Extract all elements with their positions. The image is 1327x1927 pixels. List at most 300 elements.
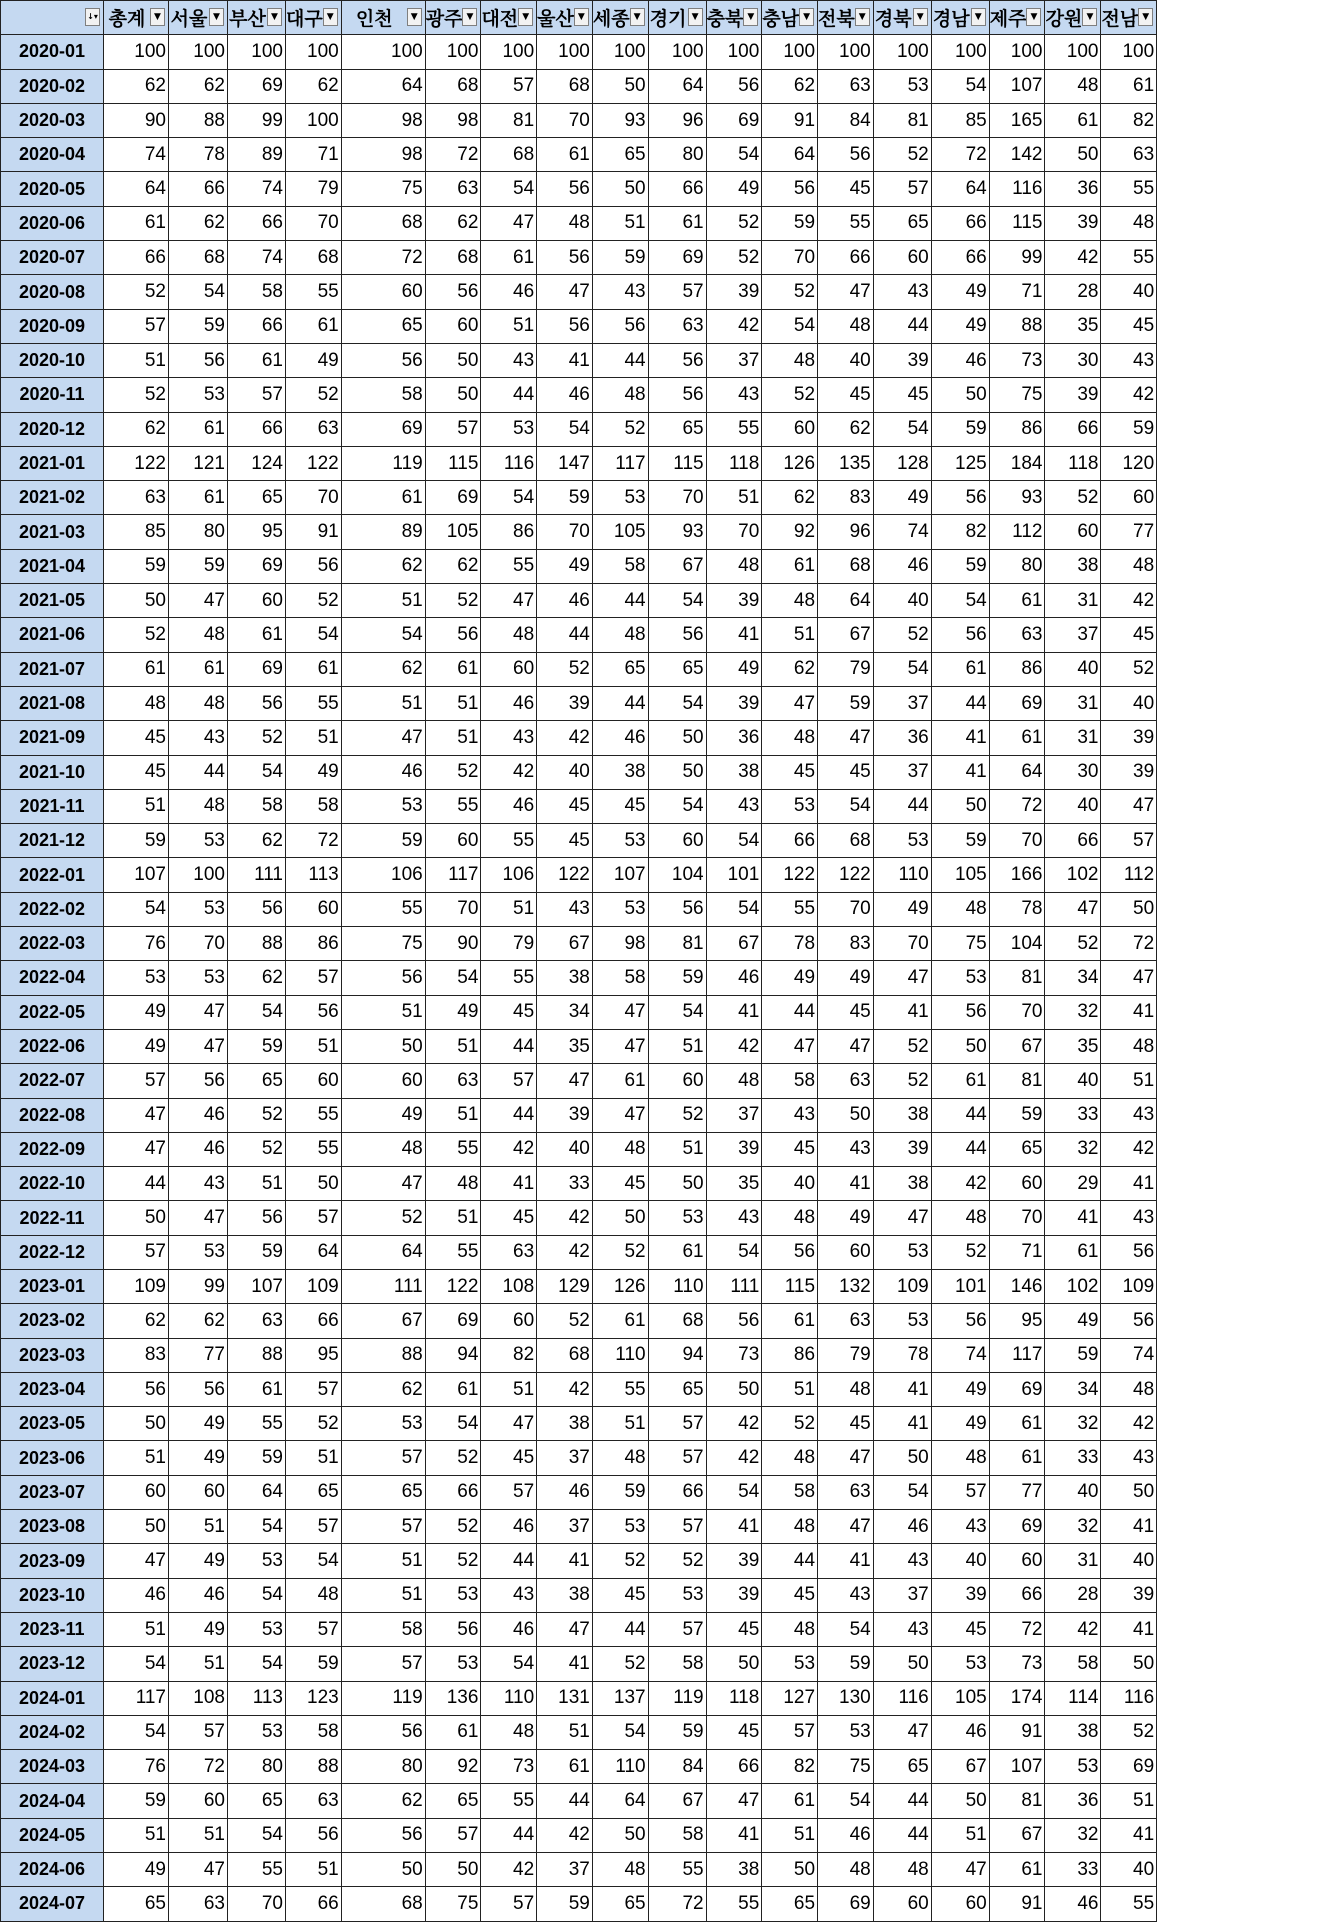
data-cell[interactable]: 53 bbox=[481, 412, 537, 446]
data-cell[interactable]: 53 bbox=[341, 789, 425, 823]
data-cell[interactable]: 47 bbox=[592, 995, 648, 1029]
data-cell[interactable]: 53 bbox=[169, 892, 228, 926]
data-cell[interactable]: 51 bbox=[592, 1407, 648, 1441]
data-cell[interactable]: 55 bbox=[228, 1853, 286, 1887]
data-cell[interactable]: 65 bbox=[648, 412, 706, 446]
filter-dropdown-icon[interactable]: ▼ bbox=[630, 8, 645, 26]
data-cell[interactable]: 39 bbox=[873, 343, 931, 377]
data-cell[interactable]: 137 bbox=[592, 1681, 648, 1715]
data-cell[interactable]: 31 bbox=[1045, 686, 1101, 720]
data-cell[interactable]: 48 bbox=[1101, 206, 1157, 240]
data-cell[interactable]: 54 bbox=[762, 309, 818, 343]
data-cell[interactable]: 51 bbox=[104, 1818, 169, 1852]
data-cell[interactable]: 74 bbox=[228, 172, 286, 206]
data-cell[interactable]: 119 bbox=[341, 1681, 425, 1715]
data-cell[interactable]: 28 bbox=[1045, 275, 1101, 309]
data-cell[interactable]: 113 bbox=[228, 1681, 286, 1715]
data-cell[interactable]: 40 bbox=[818, 343, 874, 377]
column-header[interactable] bbox=[286, 1, 342, 35]
data-cell[interactable]: 47 bbox=[818, 275, 874, 309]
data-cell[interactable]: 117 bbox=[425, 858, 481, 892]
data-cell[interactable]: 46 bbox=[481, 1510, 537, 1544]
data-cell[interactable]: 54 bbox=[228, 1818, 286, 1852]
data-cell[interactable]: 46 bbox=[873, 1510, 931, 1544]
data-cell[interactable]: 79 bbox=[818, 652, 874, 686]
data-cell[interactable]: 112 bbox=[1101, 858, 1157, 892]
data-cell[interactable]: 61 bbox=[169, 481, 228, 515]
data-cell[interactable]: 67 bbox=[648, 1784, 706, 1818]
data-cell[interactable]: 46 bbox=[931, 1715, 989, 1749]
data-cell[interactable]: 66 bbox=[989, 1578, 1045, 1612]
data-cell[interactable]: 54 bbox=[481, 172, 537, 206]
data-cell[interactable]: 100 bbox=[931, 35, 989, 69]
data-cell[interactable]: 105 bbox=[931, 1681, 989, 1715]
data-cell[interactable]: 69 bbox=[425, 481, 481, 515]
data-cell[interactable]: 80 bbox=[169, 515, 228, 549]
data-cell[interactable]: 50 bbox=[706, 1647, 762, 1681]
data-cell[interactable]: 63 bbox=[818, 1475, 874, 1509]
data-cell[interactable]: 63 bbox=[818, 1064, 874, 1098]
data-cell[interactable]: 59 bbox=[104, 824, 169, 858]
data-cell[interactable]: 79 bbox=[481, 927, 537, 961]
data-cell[interactable]: 80 bbox=[648, 138, 706, 172]
data-cell[interactable]: 61 bbox=[228, 618, 286, 652]
data-cell[interactable]: 68 bbox=[286, 241, 342, 275]
data-cell[interactable]: 128 bbox=[873, 446, 931, 480]
data-cell[interactable]: 56 bbox=[425, 275, 481, 309]
data-cell[interactable]: 66 bbox=[931, 241, 989, 275]
data-cell[interactable]: 75 bbox=[341, 172, 425, 206]
data-cell[interactable]: 52 bbox=[537, 1304, 593, 1338]
data-cell[interactable]: 29 bbox=[1045, 1167, 1101, 1201]
data-cell[interactable]: 45 bbox=[931, 1612, 989, 1646]
data-cell[interactable]: 47 bbox=[169, 1853, 228, 1887]
data-cell[interactable]: 70 bbox=[537, 515, 593, 549]
data-cell[interactable]: 47 bbox=[1101, 789, 1157, 823]
data-cell[interactable]: 51 bbox=[104, 343, 169, 377]
data-cell[interactable]: 60 bbox=[286, 1064, 342, 1098]
data-cell[interactable]: 78 bbox=[873, 1338, 931, 1372]
data-cell[interactable]: 75 bbox=[341, 927, 425, 961]
data-cell[interactable]: 65 bbox=[989, 1132, 1045, 1166]
data-cell[interactable]: 44 bbox=[931, 1132, 989, 1166]
data-cell[interactable]: 55 bbox=[648, 1853, 706, 1887]
data-cell[interactable]: 57 bbox=[228, 378, 286, 412]
data-cell[interactable]: 98 bbox=[341, 138, 425, 172]
data-cell[interactable]: 49 bbox=[931, 309, 989, 343]
data-cell[interactable]: 93 bbox=[989, 481, 1045, 515]
data-cell[interactable]: 34 bbox=[1045, 1372, 1101, 1406]
data-cell[interactable]: 100 bbox=[425, 35, 481, 69]
data-cell[interactable]: 60 bbox=[341, 1064, 425, 1098]
data-cell[interactable]: 57 bbox=[481, 69, 537, 103]
data-cell[interactable]: 53 bbox=[169, 824, 228, 858]
data-cell[interactable]: 57 bbox=[286, 1510, 342, 1544]
data-cell[interactable]: 69 bbox=[818, 1887, 874, 1921]
data-cell[interactable]: 67 bbox=[931, 1750, 989, 1784]
data-cell[interactable]: 107 bbox=[989, 1750, 1045, 1784]
data-cell[interactable]: 49 bbox=[762, 961, 818, 995]
data-cell[interactable]: 100 bbox=[286, 35, 342, 69]
data-cell[interactable]: 102 bbox=[1045, 858, 1101, 892]
data-cell[interactable]: 45 bbox=[818, 755, 874, 789]
data-cell[interactable]: 44 bbox=[592, 686, 648, 720]
data-cell[interactable]: 63 bbox=[481, 1235, 537, 1269]
data-cell[interactable]: 69 bbox=[341, 412, 425, 446]
data-cell[interactable]: 83 bbox=[818, 927, 874, 961]
data-cell[interactable]: 88 bbox=[169, 103, 228, 137]
data-cell[interactable]: 68 bbox=[537, 69, 593, 103]
data-cell[interactable]: 120 bbox=[1101, 446, 1157, 480]
data-cell[interactable]: 107 bbox=[592, 858, 648, 892]
data-cell[interactable]: 67 bbox=[648, 549, 706, 583]
data-cell[interactable]: 100 bbox=[286, 103, 342, 137]
data-cell[interactable]: 54 bbox=[286, 1544, 342, 1578]
data-cell[interactable]: 74 bbox=[873, 515, 931, 549]
data-cell[interactable]: 53 bbox=[228, 1544, 286, 1578]
data-cell[interactable]: 81 bbox=[873, 103, 931, 137]
data-cell[interactable]: 70 bbox=[169, 927, 228, 961]
data-cell[interactable]: 42 bbox=[537, 1372, 593, 1406]
data-cell[interactable]: 42 bbox=[537, 1818, 593, 1852]
data-cell[interactable]: 52 bbox=[425, 755, 481, 789]
data-cell[interactable]: 41 bbox=[1101, 1510, 1157, 1544]
data-cell[interactable]: 51 bbox=[481, 309, 537, 343]
data-cell[interactable]: 60 bbox=[1101, 481, 1157, 515]
data-cell[interactable]: 63 bbox=[228, 1304, 286, 1338]
data-cell[interactable]: 52 bbox=[762, 275, 818, 309]
data-cell[interactable]: 56 bbox=[537, 309, 593, 343]
data-cell[interactable]: 66 bbox=[818, 241, 874, 275]
data-cell[interactable]: 70 bbox=[989, 824, 1045, 858]
data-cell[interactable]: 43 bbox=[873, 275, 931, 309]
data-cell[interactable]: 68 bbox=[818, 824, 874, 858]
data-cell[interactable]: 125 bbox=[931, 446, 989, 480]
data-cell[interactable]: 66 bbox=[762, 824, 818, 858]
data-cell[interactable]: 80 bbox=[989, 549, 1045, 583]
data-cell[interactable]: 66 bbox=[648, 1475, 706, 1509]
data-cell[interactable]: 65 bbox=[648, 652, 706, 686]
data-cell[interactable]: 56 bbox=[648, 343, 706, 377]
data-cell[interactable]: 68 bbox=[481, 138, 537, 172]
data-cell[interactable]: 58 bbox=[762, 1475, 818, 1509]
data-cell[interactable]: 47 bbox=[931, 1853, 989, 1887]
data-cell[interactable]: 70 bbox=[873, 927, 931, 961]
data-cell[interactable]: 57 bbox=[341, 1441, 425, 1475]
data-cell[interactable]: 59 bbox=[537, 481, 593, 515]
data-cell[interactable]: 38 bbox=[1045, 549, 1101, 583]
data-cell[interactable]: 59 bbox=[228, 1029, 286, 1063]
data-cell[interactable]: 54 bbox=[286, 618, 342, 652]
data-cell[interactable]: 41 bbox=[818, 1167, 874, 1201]
data-cell[interactable]: 45 bbox=[706, 1612, 762, 1646]
data-cell[interactable]: 53 bbox=[592, 481, 648, 515]
data-cell[interactable]: 50 bbox=[341, 1853, 425, 1887]
data-cell[interactable]: 51 bbox=[341, 686, 425, 720]
data-cell[interactable]: 44 bbox=[873, 789, 931, 823]
data-cell[interactable]: 52 bbox=[537, 652, 593, 686]
data-cell[interactable]: 72 bbox=[169, 1750, 228, 1784]
data-cell[interactable]: 52 bbox=[228, 1098, 286, 1132]
data-cell[interactable]: 61 bbox=[286, 309, 342, 343]
data-cell[interactable]: 50 bbox=[104, 1201, 169, 1235]
data-cell[interactable]: 69 bbox=[228, 652, 286, 686]
data-cell[interactable]: 57 bbox=[648, 275, 706, 309]
data-cell[interactable]: 48 bbox=[592, 1132, 648, 1166]
data-cell[interactable]: 64 bbox=[341, 69, 425, 103]
data-cell[interactable]: 50 bbox=[931, 378, 989, 412]
data-cell[interactable]: 37 bbox=[537, 1441, 593, 1475]
data-cell[interactable]: 77 bbox=[169, 1338, 228, 1372]
data-cell[interactable]: 122 bbox=[104, 446, 169, 480]
data-cell[interactable]: 60 bbox=[481, 1304, 537, 1338]
data-cell[interactable]: 82 bbox=[481, 1338, 537, 1372]
data-cell[interactable]: 61 bbox=[989, 584, 1045, 618]
data-cell[interactable]: 42 bbox=[931, 1167, 989, 1201]
data-cell[interactable]: 48 bbox=[762, 1441, 818, 1475]
data-cell[interactable]: 51 bbox=[481, 1372, 537, 1406]
data-cell[interactable]: 75 bbox=[989, 378, 1045, 412]
data-cell[interactable]: 66 bbox=[169, 172, 228, 206]
data-cell[interactable]: 89 bbox=[228, 138, 286, 172]
data-cell[interactable]: 38 bbox=[537, 1407, 593, 1441]
data-cell[interactable]: 45 bbox=[481, 995, 537, 1029]
filter-dropdown-icon[interactable]: ▼ bbox=[267, 8, 282, 26]
data-cell[interactable]: 47 bbox=[481, 584, 537, 618]
data-cell[interactable]: 86 bbox=[989, 652, 1045, 686]
column-header[interactable] bbox=[425, 1, 481, 35]
filter-dropdown-icon[interactable]: ▼ bbox=[518, 8, 533, 26]
data-cell[interactable]: 122 bbox=[762, 858, 818, 892]
data-cell[interactable]: 51 bbox=[425, 686, 481, 720]
data-cell[interactable]: 53 bbox=[931, 1647, 989, 1681]
data-cell[interactable]: 52 bbox=[931, 1235, 989, 1269]
data-cell[interactable]: 46 bbox=[104, 1578, 169, 1612]
data-cell[interactable]: 52 bbox=[648, 1098, 706, 1132]
data-cell[interactable]: 51 bbox=[425, 1201, 481, 1235]
data-cell[interactable]: 66 bbox=[228, 206, 286, 240]
data-cell[interactable]: 61 bbox=[648, 1235, 706, 1269]
data-cell[interactable]: 34 bbox=[1045, 961, 1101, 995]
data-cell[interactable]: 32 bbox=[1045, 1510, 1101, 1544]
data-cell[interactable]: 69 bbox=[989, 1510, 1045, 1544]
filter-dropdown-icon[interactable]: ▼ bbox=[913, 8, 928, 26]
data-cell[interactable]: 70 bbox=[537, 103, 593, 137]
data-cell[interactable]: 61 bbox=[762, 1784, 818, 1818]
data-cell[interactable]: 51 bbox=[341, 584, 425, 618]
data-cell[interactable]: 80 bbox=[228, 1750, 286, 1784]
data-cell[interactable]: 52 bbox=[341, 1201, 425, 1235]
data-cell[interactable]: 100 bbox=[169, 858, 228, 892]
data-cell[interactable]: 61 bbox=[228, 343, 286, 377]
data-cell[interactable]: 36 bbox=[1045, 1784, 1101, 1818]
data-cell[interactable]: 41 bbox=[706, 995, 762, 1029]
filter-dropdown-icon[interactable]: ▼ bbox=[209, 8, 224, 26]
data-cell[interactable]: 49 bbox=[104, 1029, 169, 1063]
data-cell[interactable]: 49 bbox=[104, 995, 169, 1029]
data-cell[interactable]: 100 bbox=[873, 35, 931, 69]
data-cell[interactable]: 49 bbox=[873, 892, 931, 926]
data-cell[interactable]: 54 bbox=[425, 1407, 481, 1441]
column-header[interactable] bbox=[931, 1, 989, 35]
data-cell[interactable]: 42 bbox=[1045, 241, 1101, 275]
data-cell[interactable]: 47 bbox=[592, 1098, 648, 1132]
data-cell[interactable]: 101 bbox=[706, 858, 762, 892]
data-cell[interactable]: 33 bbox=[1045, 1098, 1101, 1132]
data-cell[interactable]: 56 bbox=[341, 1818, 425, 1852]
data-cell[interactable]: 38 bbox=[706, 1853, 762, 1887]
data-cell[interactable]: 46 bbox=[537, 378, 593, 412]
data-cell[interactable]: 39 bbox=[873, 1132, 931, 1166]
data-cell[interactable]: 68 bbox=[341, 1887, 425, 1921]
data-cell[interactable]: 36 bbox=[1045, 172, 1101, 206]
data-cell[interactable]: 52 bbox=[1101, 652, 1157, 686]
data-cell[interactable]: 56 bbox=[228, 1201, 286, 1235]
data-cell[interactable]: 42 bbox=[1101, 584, 1157, 618]
data-cell[interactable]: 56 bbox=[228, 686, 286, 720]
data-cell[interactable]: 65 bbox=[104, 1887, 169, 1921]
data-cell[interactable]: 53 bbox=[341, 1407, 425, 1441]
data-cell[interactable]: 54 bbox=[592, 1715, 648, 1749]
data-cell[interactable]: 51 bbox=[169, 1818, 228, 1852]
data-cell[interactable]: 61 bbox=[762, 1304, 818, 1338]
data-cell[interactable]: 49 bbox=[873, 481, 931, 515]
data-cell[interactable]: 57 bbox=[104, 309, 169, 343]
data-cell[interactable]: 62 bbox=[341, 652, 425, 686]
data-cell[interactable]: 66 bbox=[1045, 824, 1101, 858]
data-cell[interactable]: 53 bbox=[762, 789, 818, 823]
data-cell[interactable]: 135 bbox=[818, 446, 874, 480]
column-header[interactable] bbox=[228, 1, 286, 35]
data-cell[interactable]: 35 bbox=[706, 1167, 762, 1201]
data-cell[interactable]: 55 bbox=[1101, 172, 1157, 206]
data-cell[interactable]: 57 bbox=[286, 961, 342, 995]
column-header[interactable] bbox=[762, 1, 818, 35]
data-cell[interactable]: 43 bbox=[1101, 343, 1157, 377]
data-cell[interactable]: 56 bbox=[931, 481, 989, 515]
data-cell[interactable]: 90 bbox=[104, 103, 169, 137]
data-cell[interactable]: 37 bbox=[706, 1098, 762, 1132]
data-cell[interactable]: 122 bbox=[425, 1269, 481, 1303]
data-cell[interactable]: 106 bbox=[341, 858, 425, 892]
data-cell[interactable]: 44 bbox=[537, 1784, 593, 1818]
data-cell[interactable]: 72 bbox=[989, 789, 1045, 823]
data-cell[interactable]: 57 bbox=[341, 1647, 425, 1681]
data-cell[interactable]: 131 bbox=[537, 1681, 593, 1715]
data-cell[interactable]: 59 bbox=[286, 1647, 342, 1681]
data-cell[interactable]: 100 bbox=[989, 35, 1045, 69]
data-cell[interactable]: 60 bbox=[341, 275, 425, 309]
data-cell[interactable]: 68 bbox=[425, 69, 481, 103]
data-cell[interactable]: 70 bbox=[648, 481, 706, 515]
data-cell[interactable]: 118 bbox=[1045, 446, 1101, 480]
data-cell[interactable]: 41 bbox=[1101, 1167, 1157, 1201]
data-cell[interactable]: 55 bbox=[286, 1132, 342, 1166]
data-cell[interactable]: 45 bbox=[1101, 309, 1157, 343]
data-cell[interactable]: 68 bbox=[818, 549, 874, 583]
data-cell[interactable]: 66 bbox=[648, 172, 706, 206]
data-cell[interactable]: 100 bbox=[818, 35, 874, 69]
data-cell[interactable]: 51 bbox=[169, 1510, 228, 1544]
data-cell[interactable]: 100 bbox=[341, 35, 425, 69]
data-cell[interactable]: 57 bbox=[481, 1887, 537, 1921]
data-cell[interactable]: 94 bbox=[425, 1338, 481, 1372]
data-cell[interactable]: 50 bbox=[425, 1853, 481, 1887]
data-cell[interactable]: 64 bbox=[762, 138, 818, 172]
data-cell[interactable]: 59 bbox=[169, 309, 228, 343]
data-cell[interactable]: 105 bbox=[592, 515, 648, 549]
data-cell[interactable]: 51 bbox=[762, 618, 818, 652]
column-header[interactable] bbox=[1045, 1, 1101, 35]
data-cell[interactable]: 50 bbox=[1045, 138, 1101, 172]
data-cell[interactable]: 55 bbox=[341, 892, 425, 926]
data-cell[interactable]: 55 bbox=[286, 1098, 342, 1132]
data-cell[interactable]: 54 bbox=[706, 892, 762, 926]
data-cell[interactable]: 45 bbox=[592, 1167, 648, 1201]
data-cell[interactable]: 73 bbox=[989, 343, 1045, 377]
data-cell[interactable]: 109 bbox=[104, 1269, 169, 1303]
filter-dropdown-icon[interactable]: ▼ bbox=[799, 8, 814, 26]
data-cell[interactable]: 67 bbox=[341, 1304, 425, 1338]
data-cell[interactable]: 65 bbox=[228, 1064, 286, 1098]
data-cell[interactable]: 121 bbox=[169, 446, 228, 480]
data-cell[interactable]: 136 bbox=[425, 1681, 481, 1715]
data-cell[interactable]: 69 bbox=[648, 241, 706, 275]
data-cell[interactable]: 38 bbox=[706, 755, 762, 789]
data-cell[interactable]: 63 bbox=[104, 481, 169, 515]
data-cell[interactable]: 40 bbox=[1045, 789, 1101, 823]
data-cell[interactable]: 57 bbox=[931, 1475, 989, 1509]
column-header[interactable] bbox=[873, 1, 931, 35]
data-cell[interactable]: 48 bbox=[706, 549, 762, 583]
data-cell[interactable]: 45 bbox=[481, 1441, 537, 1475]
data-cell[interactable]: 46 bbox=[341, 755, 425, 789]
data-cell[interactable]: 91 bbox=[989, 1715, 1045, 1749]
data-cell[interactable]: 47 bbox=[592, 1029, 648, 1063]
data-cell[interactable]: 57 bbox=[648, 1407, 706, 1441]
data-cell[interactable]: 52 bbox=[762, 378, 818, 412]
data-cell[interactable]: 45 bbox=[762, 755, 818, 789]
data-cell[interactable]: 53 bbox=[104, 961, 169, 995]
data-cell[interactable]: 50 bbox=[873, 1441, 931, 1475]
column-header[interactable] bbox=[169, 1, 228, 35]
data-cell[interactable]: 67 bbox=[818, 618, 874, 652]
data-cell[interactable]: 32 bbox=[1045, 1132, 1101, 1166]
data-cell[interactable]: 65 bbox=[873, 1750, 931, 1784]
data-cell[interactable]: 61 bbox=[104, 652, 169, 686]
data-cell[interactable]: 59 bbox=[228, 1235, 286, 1269]
data-cell[interactable]: 51 bbox=[425, 1029, 481, 1063]
data-cell[interactable]: 55 bbox=[481, 1784, 537, 1818]
data-cell[interactable]: 53 bbox=[228, 1715, 286, 1749]
data-cell[interactable]: 40 bbox=[1101, 1853, 1157, 1887]
data-cell[interactable]: 107 bbox=[228, 1269, 286, 1303]
data-cell[interactable]: 37 bbox=[873, 686, 931, 720]
filter-dropdown-icon[interactable]: ▼ bbox=[743, 8, 758, 26]
data-cell[interactable]: 61 bbox=[989, 721, 1045, 755]
data-cell[interactable]: 48 bbox=[481, 1715, 537, 1749]
data-cell[interactable]: 115 bbox=[648, 446, 706, 480]
data-cell[interactable]: 174 bbox=[989, 1681, 1045, 1715]
data-cell[interactable]: 88 bbox=[228, 927, 286, 961]
data-cell[interactable]: 48 bbox=[762, 1201, 818, 1235]
data-cell[interactable]: 52 bbox=[425, 1544, 481, 1578]
data-cell[interactable]: 81 bbox=[481, 103, 537, 137]
data-cell[interactable]: 48 bbox=[1045, 69, 1101, 103]
data-cell[interactable]: 52 bbox=[104, 378, 169, 412]
data-cell[interactable]: 54 bbox=[706, 1235, 762, 1269]
data-cell[interactable]: 53 bbox=[648, 1201, 706, 1235]
